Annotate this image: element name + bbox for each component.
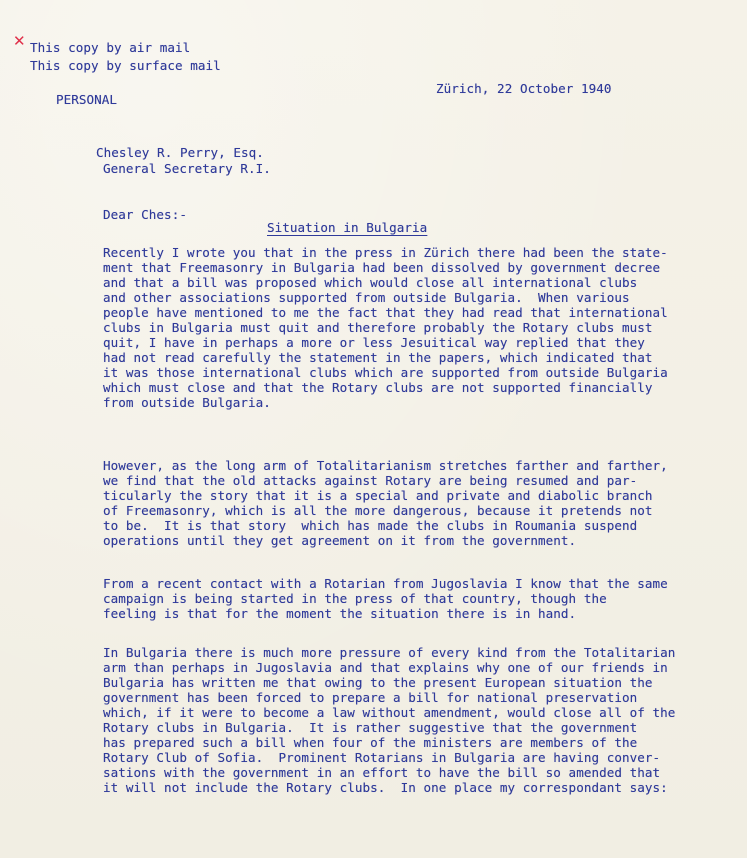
- subject-heading: Situation in Bulgaria: [267, 220, 428, 235]
- paragraph-line: sations with the government in an effort to have the bill so amended that: [103, 765, 661, 780]
- paragraph-line: campaign is being started in the press of that country, though the: [103, 591, 607, 606]
- paragraph-line: From a recent contact with a Rotarian from Jugoslavia I know that the same: [103, 576, 668, 591]
- paragraph-line: Bulgaria has written me that owing to the present European situation the: [103, 675, 653, 690]
- paragraph-line: ment that Freemasonry in Bulgaria had been dissolved by government decree: [103, 260, 661, 275]
- paragraph-line: had not read carefully the statement in the papers, which indicated that: [103, 350, 653, 365]
- paragraph-line: Rotary Club of Sofia. Prominent Rotarians in Bulgaria are having conver-: [103, 750, 661, 765]
- paragraph-line: of Freemasonry, which is all the more dangerous, because it pretends not: [103, 503, 653, 518]
- paragraph-line: it was those international clubs which are supported from outside Bulgaria: [103, 365, 668, 380]
- paragraph-line: it will not include the Rotary clubs. In one place my correspondant says:: [103, 780, 668, 795]
- paragraph-line: ticularly the story that it is a special and private and diabolic branch: [103, 488, 653, 503]
- paragraph-line: and other associations supported from outside Bulgaria. When various: [103, 290, 630, 305]
- paragraph-line: to be. It is that story which has made the clubs in Roumania suspend: [103, 518, 638, 533]
- paragraph-line: However, as the long arm of Totalitarianism stretches farther and farther,: [103, 458, 668, 473]
- paragraph-line: has prepared such a bill when four of the ministers are members of the: [103, 735, 638, 750]
- recipient-title: General Secretary R.I.: [103, 161, 271, 176]
- salutation: Dear Ches:-: [103, 207, 187, 222]
- paragraph-line: clubs in Bulgaria must quit and therefore probably the Rotary clubs must: [103, 320, 653, 335]
- paragraph-line: and that a bill was proposed which would close all international clubs: [103, 275, 638, 290]
- paragraph-line: quit, I have in perhaps a more or less Jesuitical way replied that they: [103, 335, 645, 350]
- paragraph-1: [103, 245, 723, 410]
- red-x-mark: ✕: [13, 32, 26, 50]
- paragraph-line: feeling is that for the moment the situation there is in hand.: [103, 606, 577, 621]
- paragraph-line: which must close and that the Rotary clubs are not supported financially: [103, 380, 653, 395]
- personal-label: PERSONAL: [56, 92, 118, 107]
- paragraph-line: In Bulgaria there is much more pressure of every kind from the Totalitarian: [103, 645, 676, 660]
- paragraph-line: people have mentioned to me the fact that they had read that international: [103, 305, 668, 320]
- paragraph-line: Rotary clubs in Bulgaria. It is rather suggestive that the government: [103, 720, 638, 735]
- paragraph-line: from outside Bulgaria.: [103, 395, 271, 410]
- paragraph-line: which, if it were to become a law without amendment, would close all of the: [103, 705, 676, 720]
- place-date: Zürich, 22 October 1940: [436, 81, 612, 96]
- paragraph-line: government has been forced to prepare a bill for national preservation: [103, 690, 638, 705]
- recipient-name: Chesley R. Perry, Esq.: [96, 145, 264, 160]
- copy-surface-mail: This copy by surface mail: [30, 58, 221, 73]
- paragraph-line: operations until they get agreement on it from the government.: [103, 533, 577, 548]
- copy-air-mail: This copy by air mail: [30, 40, 191, 55]
- paragraph-line: we find that the old attacks against Rotary are being resumed and par-: [103, 473, 638, 488]
- paragraph-line: arm than perhaps in Jugoslavia and that explains why one of our friends in: [103, 660, 668, 675]
- paragraph-4: [103, 645, 723, 795]
- paragraph-2: [103, 458, 723, 548]
- paragraph-3: [103, 576, 723, 621]
- paragraph-line: Recently I wrote you that in the press in Zürich there had been the state-: [103, 245, 668, 260]
